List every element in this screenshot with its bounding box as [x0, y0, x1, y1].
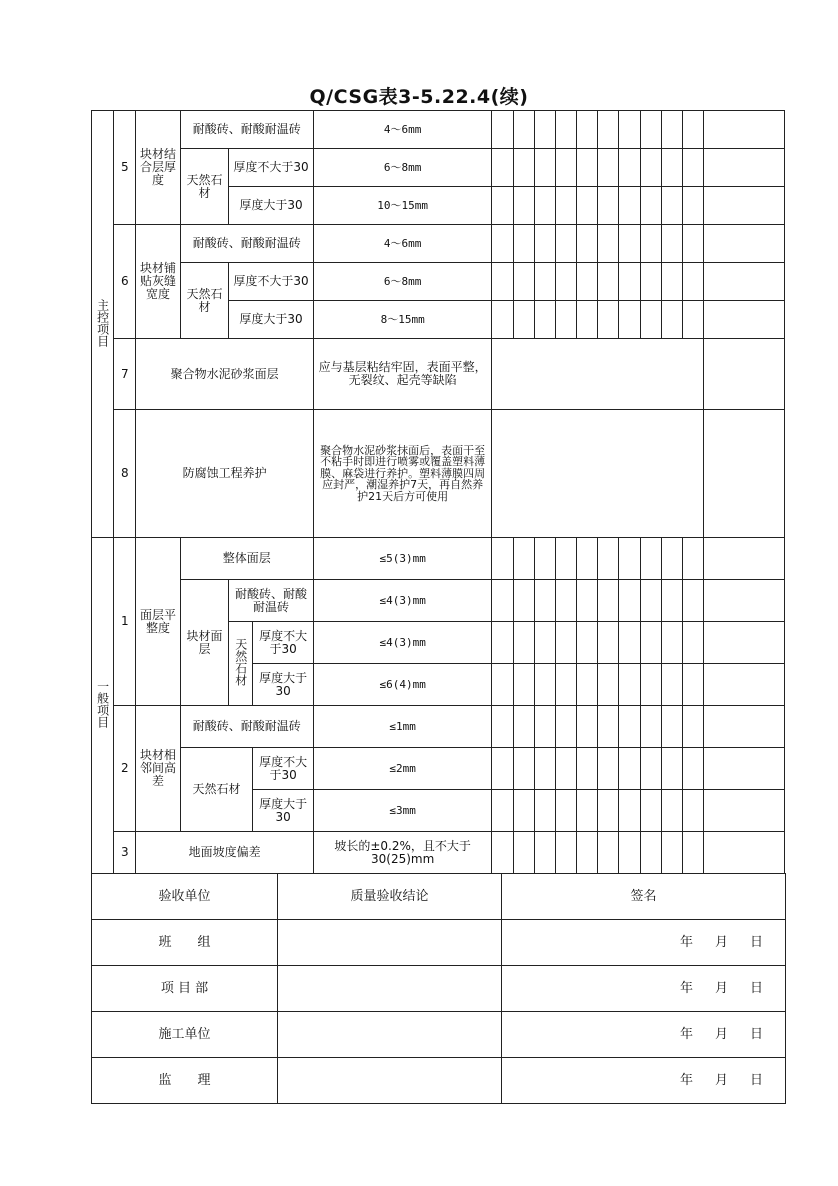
result-cell[interactable] — [704, 111, 785, 149]
item-name: 地面坡度偏差 — [136, 832, 314, 874]
check-cell[interactable] — [619, 790, 640, 832]
result-cell[interactable] — [704, 187, 785, 225]
check-cell[interactable] — [492, 149, 513, 187]
sub-item: 耐酸砖、耐酸耐温砖 — [180, 225, 313, 263]
sub-item: 厚度不大于30 — [229, 263, 314, 301]
header-signature: 签名 — [502, 874, 786, 920]
check-cell[interactable] — [598, 225, 619, 263]
sub-item: 厚度不大于30 — [253, 622, 314, 664]
item-number: 1 — [114, 538, 136, 706]
section-label-general: 一般项目 — [92, 538, 114, 874]
check-cell[interactable] — [682, 301, 703, 339]
check-cell[interactable] — [619, 748, 640, 790]
item-name: 块材铺贴灰缝宽度 — [136, 225, 180, 339]
check-cell[interactable] — [661, 664, 682, 706]
conclusion-cell[interactable] — [278, 920, 502, 966]
check-cell[interactable] — [492, 790, 513, 832]
check-cell[interactable] — [555, 706, 576, 748]
check-cell[interactable] — [640, 301, 661, 339]
check-cell[interactable] — [577, 790, 598, 832]
item-number: 3 — [114, 832, 136, 874]
check-cell[interactable] — [598, 111, 619, 149]
check-cell[interactable] — [598, 622, 619, 664]
check-cell[interactable] — [598, 580, 619, 622]
check-cell[interactable] — [534, 301, 555, 339]
check-cell[interactable] — [661, 790, 682, 832]
check-cell[interactable] — [555, 111, 576, 149]
header-unit: 验收单位 — [92, 874, 278, 920]
sub-item: 厚度大于30 — [253, 664, 314, 706]
check-cell[interactable] — [682, 187, 703, 225]
check-cell[interactable] — [682, 580, 703, 622]
unit-label: 监 理 — [92, 1058, 278, 1104]
check-cell[interactable] — [513, 748, 534, 790]
check-cell[interactable] — [577, 225, 598, 263]
month-label: 月 — [714, 1027, 728, 1042]
check-cell[interactable] — [682, 622, 703, 664]
requirement: ≤4(3)mm — [313, 580, 492, 622]
check-cell[interactable] — [619, 832, 640, 874]
year-label: 年 — [679, 981, 693, 996]
check-cell[interactable] — [640, 748, 661, 790]
check-cell[interactable] — [513, 706, 534, 748]
result-cell[interactable] — [704, 790, 785, 832]
table-row — [92, 538, 785, 580]
check-cell[interactable] — [534, 832, 555, 874]
table-row — [92, 706, 785, 748]
sub-item: 耐酸砖、耐酸耐温砖 — [180, 111, 313, 149]
check-cell[interactable] — [598, 301, 619, 339]
table-row — [92, 339, 785, 410]
item-name: 块材相邻间高差 — [136, 706, 180, 832]
conclusion-cell[interactable] — [278, 966, 502, 1012]
check-cell[interactable] — [640, 706, 661, 748]
result-cell[interactable] — [704, 706, 785, 748]
signature-date-cell[interactable] — [502, 1058, 786, 1104]
check-cell[interactable] — [534, 748, 555, 790]
check-cell[interactable] — [619, 187, 640, 225]
page-title: Q/CSG表3-5.22.4(续) — [309, 86, 529, 108]
check-cell[interactable] — [682, 149, 703, 187]
result-cell[interactable] — [704, 622, 785, 664]
check-cell[interactable] — [534, 664, 555, 706]
check-cell[interactable] — [619, 706, 640, 748]
result-cell[interactable] — [704, 301, 785, 339]
month-label: 月 — [714, 1073, 728, 1088]
check-cell[interactable] — [555, 225, 576, 263]
check-cell[interactable] — [619, 225, 640, 263]
sub-item: 厚度大于30 — [229, 187, 314, 225]
conclusion-cell[interactable] — [278, 1012, 502, 1058]
check-cell[interactable] — [555, 832, 576, 874]
result-cell[interactable] — [704, 339, 785, 410]
sub-item: 整体面层 — [180, 538, 313, 580]
check-cell[interactable] — [513, 664, 534, 706]
signature-date-cell[interactable] — [502, 1012, 786, 1058]
check-cell[interactable] — [682, 538, 703, 580]
check-cell[interactable] — [577, 538, 598, 580]
result-cell[interactable] — [704, 410, 785, 538]
check-cell[interactable] — [640, 664, 661, 706]
requirement: 6～8mm — [313, 149, 492, 187]
check-cell[interactable] — [555, 622, 576, 664]
check-cell[interactable] — [492, 664, 513, 706]
sub-item: 天然石材 — [180, 149, 228, 225]
check-cell[interactable] — [598, 790, 619, 832]
check-cell[interactable] — [492, 706, 513, 748]
check-cell[interactable] — [640, 225, 661, 263]
check-cell[interactable] — [577, 706, 598, 748]
check-cell[interactable] — [661, 832, 682, 874]
conclusion-cell[interactable] — [278, 1058, 502, 1104]
check-cell[interactable] — [640, 622, 661, 664]
item-name: 防腐蚀工程养护 — [136, 410, 314, 538]
sub-item: 天然石材 — [180, 263, 228, 339]
table-row — [92, 966, 786, 1012]
check-cell[interactable] — [619, 301, 640, 339]
check-cell[interactable] — [534, 187, 555, 225]
check-cell[interactable] — [492, 301, 513, 339]
day-label: 日 — [749, 981, 763, 996]
table-row — [92, 111, 785, 149]
unit-label: 项 目 部 — [92, 966, 278, 1012]
check-cell[interactable] — [492, 832, 513, 874]
check-cell[interactable] — [534, 538, 555, 580]
day-label: 日 — [749, 1073, 763, 1088]
check-cell[interactable] — [534, 580, 555, 622]
check-cell[interactable] — [577, 664, 598, 706]
month-label: 月 — [714, 935, 728, 950]
section-label-main-control: 主控项目 — [92, 111, 114, 538]
check-cell[interactable] — [682, 832, 703, 874]
check-cell[interactable] — [682, 263, 703, 301]
check-cell[interactable] — [513, 149, 534, 187]
result-cell[interactable] — [704, 225, 785, 263]
check-cell[interactable] — [682, 111, 703, 149]
check-cell[interactable] — [682, 748, 703, 790]
table-row — [92, 874, 786, 920]
check-cell[interactable] — [555, 748, 576, 790]
sub-item: 耐酸砖、耐酸耐温砖 — [229, 580, 314, 622]
check-cell[interactable] — [534, 263, 555, 301]
check-cell[interactable] — [640, 187, 661, 225]
table-row — [92, 920, 786, 966]
check-cell[interactable] — [619, 538, 640, 580]
sub-item: 厚度不大于30 — [229, 149, 314, 187]
sub-item: 厚度不大于30 — [253, 748, 314, 790]
check-cell[interactable] — [640, 149, 661, 187]
signature-date-cell[interactable] — [502, 966, 786, 1012]
measurement-area[interactable] — [492, 410, 704, 538]
check-cell[interactable] — [492, 622, 513, 664]
check-cell[interactable] — [577, 301, 598, 339]
result-cell[interactable] — [704, 832, 785, 874]
signature-table — [91, 873, 786, 1104]
check-cell[interactable] — [534, 225, 555, 263]
check-cell[interactable] — [619, 580, 640, 622]
result-cell[interactable] — [704, 664, 785, 706]
check-cell[interactable] — [598, 748, 619, 790]
item-number: 7 — [114, 339, 136, 410]
check-cell[interactable] — [577, 748, 598, 790]
item-name: 块材结合层厚度 — [136, 111, 180, 225]
check-cell[interactable] — [619, 664, 640, 706]
sub-item: 块材面层 — [180, 580, 228, 706]
requirement: 应与基层粘结牢固，表面平整，无裂纹、起壳等缺陷 — [313, 339, 492, 410]
check-cell[interactable] — [682, 706, 703, 748]
day-label: 日 — [749, 935, 763, 950]
check-cell[interactable] — [619, 149, 640, 187]
check-cell[interactable] — [513, 538, 534, 580]
check-cell[interactable] — [492, 225, 513, 263]
check-cell[interactable] — [661, 622, 682, 664]
check-cell[interactable] — [492, 538, 513, 580]
item-number: 5 — [114, 111, 136, 225]
check-cell[interactable] — [598, 538, 619, 580]
check-cell[interactable] — [555, 790, 576, 832]
year-label: 年 — [679, 935, 693, 950]
day-label: 日 — [749, 1027, 763, 1042]
check-cell[interactable] — [534, 790, 555, 832]
item-number: 6 — [114, 225, 136, 339]
result-cell[interactable] — [704, 149, 785, 187]
check-cell[interactable] — [513, 790, 534, 832]
requirement: ≤2mm — [313, 748, 492, 790]
requirement: 10～15mm — [313, 187, 492, 225]
check-cell[interactable] — [661, 225, 682, 263]
check-cell[interactable] — [513, 263, 534, 301]
table-row — [92, 1058, 786, 1104]
check-cell[interactable] — [555, 301, 576, 339]
check-cell[interactable] — [534, 149, 555, 187]
check-cell[interactable] — [555, 187, 576, 225]
check-cell[interactable] — [682, 664, 703, 706]
check-cell[interactable] — [555, 263, 576, 301]
check-cell[interactable] — [513, 111, 534, 149]
header-conclusion: 质量验收结论 — [278, 874, 502, 920]
check-cell[interactable] — [619, 263, 640, 301]
table-row — [92, 832, 785, 874]
table-row — [92, 263, 785, 301]
unit-label: 班 组 — [92, 920, 278, 966]
sub-item: 耐酸砖、耐酸耐温砖 — [180, 706, 313, 748]
check-cell[interactable] — [577, 580, 598, 622]
check-cell[interactable] — [640, 263, 661, 301]
requirement: ≤5(3)mm — [313, 538, 492, 580]
requirement: 6～8mm — [313, 263, 492, 301]
check-cell[interactable] — [555, 149, 576, 187]
check-cell[interactable] — [598, 706, 619, 748]
sub-item: 厚度大于30 — [229, 301, 314, 339]
requirement: 聚合物水泥砂浆抹面后，表面干至不粘手时即进行喷雾或覆盖塑料薄膜、麻袋进行养护。塑料薄膜四周应封严，潮湿养护7天，再自然养护21天后方可使用 — [313, 410, 492, 538]
check-cell[interactable] — [598, 187, 619, 225]
check-cell[interactable] — [682, 225, 703, 263]
check-cell[interactable] — [661, 149, 682, 187]
check-cell[interactable] — [661, 111, 682, 149]
result-cell[interactable] — [704, 538, 785, 580]
check-cell[interactable] — [661, 187, 682, 225]
check-cell[interactable] — [534, 111, 555, 149]
check-cell[interactable] — [619, 111, 640, 149]
check-cell[interactable] — [598, 263, 619, 301]
check-cell[interactable] — [661, 263, 682, 301]
sub-item: 天然石材 — [180, 748, 253, 832]
check-cell[interactable] — [577, 187, 598, 225]
requirement: ≤3mm — [313, 790, 492, 832]
check-cell[interactable] — [577, 263, 598, 301]
check-cell[interactable] — [661, 706, 682, 748]
check-cell[interactable] — [640, 111, 661, 149]
check-cell[interactable] — [640, 580, 661, 622]
check-cell[interactable] — [598, 149, 619, 187]
check-cell[interactable] — [577, 149, 598, 187]
requirement: 4～6mm — [313, 111, 492, 149]
table-row — [92, 1012, 786, 1058]
result-cell[interactable] — [704, 748, 785, 790]
check-cell[interactable] — [534, 622, 555, 664]
check-cell[interactable] — [661, 748, 682, 790]
unit-label: 施工单位 — [92, 1012, 278, 1058]
inspection-table — [91, 110, 785, 874]
check-cell[interactable] — [555, 664, 576, 706]
requirement: ≤1mm — [313, 706, 492, 748]
check-cell[interactable] — [577, 832, 598, 874]
check-cell[interactable] — [640, 538, 661, 580]
check-cell[interactable] — [555, 538, 576, 580]
year-label: 年 — [679, 1027, 693, 1042]
check-cell[interactable] — [534, 706, 555, 748]
check-cell[interactable] — [513, 225, 534, 263]
month-label: 月 — [714, 981, 728, 996]
check-cell[interactable] — [598, 832, 619, 874]
check-cell[interactable] — [640, 790, 661, 832]
result-cell[interactable] — [704, 580, 785, 622]
result-cell[interactable] — [704, 263, 785, 301]
check-cell[interactable] — [492, 111, 513, 149]
check-cell[interactable] — [492, 187, 513, 225]
item-number: 8 — [114, 410, 136, 538]
table-row — [92, 748, 785, 790]
measurement-area[interactable] — [492, 339, 704, 410]
check-cell[interactable] — [640, 832, 661, 874]
check-cell[interactable] — [492, 580, 513, 622]
check-cell[interactable] — [513, 187, 534, 225]
table-row — [92, 149, 785, 187]
check-cell[interactable] — [661, 580, 682, 622]
check-cell[interactable] — [492, 263, 513, 301]
check-cell[interactable] — [513, 301, 534, 339]
year-label: 年 — [679, 1073, 693, 1088]
check-cell[interactable] — [577, 622, 598, 664]
requirement: ≤6(4)mm — [313, 664, 492, 706]
table-row — [92, 225, 785, 263]
check-cell[interactable] — [619, 622, 640, 664]
table-row — [92, 580, 785, 622]
table-row — [92, 410, 785, 538]
item-name: 面层平整度 — [136, 538, 180, 706]
check-cell[interactable] — [513, 580, 534, 622]
check-cell[interactable] — [661, 301, 682, 339]
item-number: 2 — [114, 706, 136, 832]
check-cell[interactable] — [492, 748, 513, 790]
item-name: 聚合物水泥砂浆面层 — [136, 339, 314, 410]
requirement: 坡长的±0.2%，且不大于30(25)mm — [313, 832, 492, 874]
requirement: 4～6mm — [313, 225, 492, 263]
sub-item: 厚度大于30 — [253, 790, 314, 832]
check-cell[interactable] — [513, 622, 534, 664]
check-cell[interactable] — [682, 790, 703, 832]
check-cell[interactable] — [598, 664, 619, 706]
check-cell[interactable] — [577, 111, 598, 149]
requirement: 8～15mm — [313, 301, 492, 339]
check-cell[interactable] — [661, 538, 682, 580]
sub-item: 天然石材 — [229, 622, 253, 706]
requirement: ≤4(3)mm — [313, 622, 492, 664]
check-cell[interactable] — [555, 580, 576, 622]
check-cell[interactable] — [513, 832, 534, 874]
signature-date-cell[interactable] — [502, 920, 786, 966]
